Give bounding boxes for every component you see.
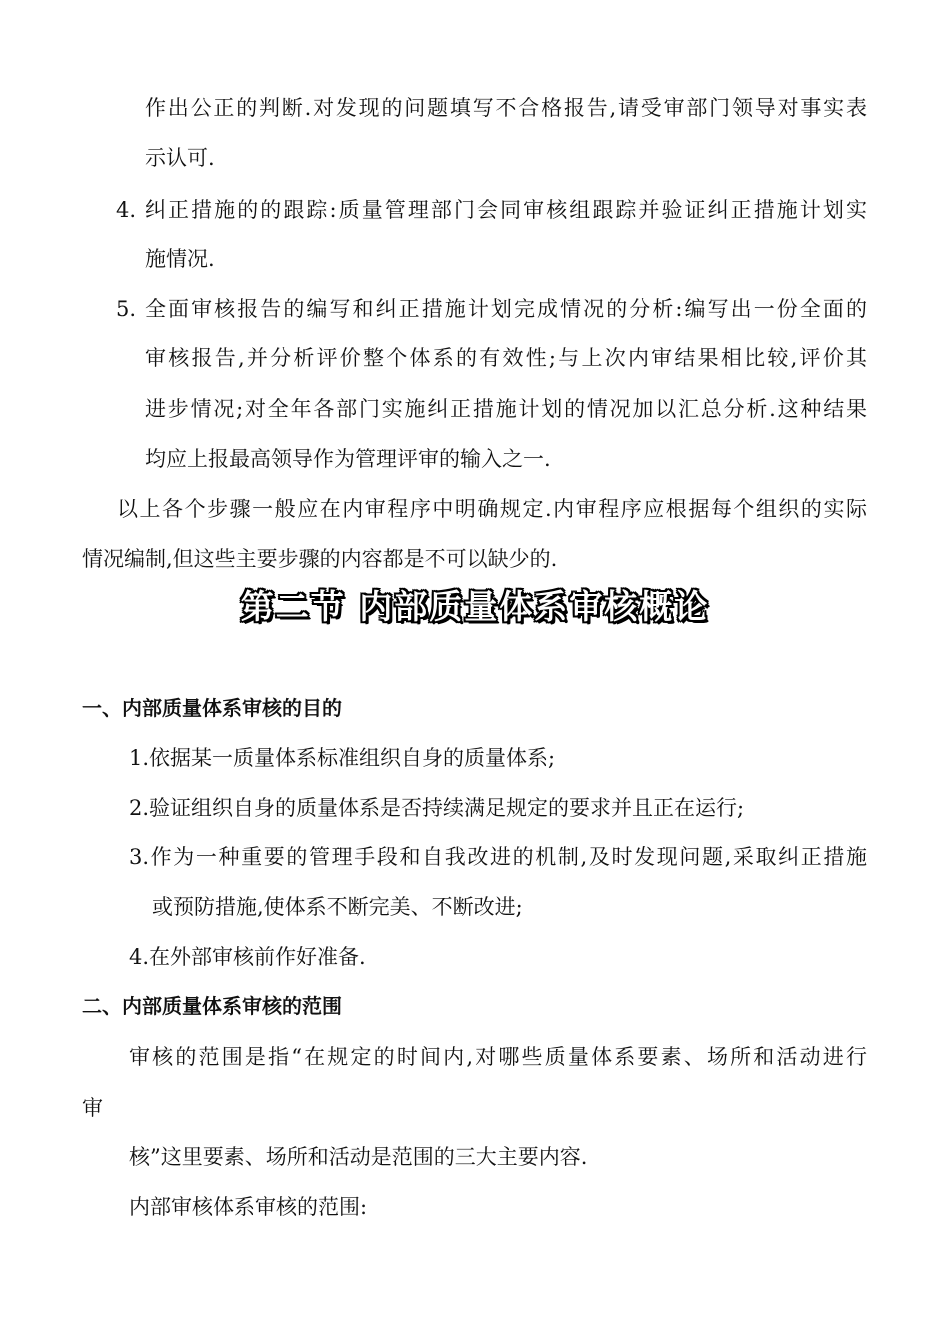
- section-title: 第二节 内部质量体系审核概论: [240, 587, 710, 626]
- body-text-line: 审核的范围是指“在规定的时间内,对哪些质量体系要素、场所和活动进行: [129, 1045, 867, 1069]
- list-item-text: 或预防措施,使体系不断完美、不断改进;: [152, 895, 523, 919]
- list-item-text: 1.依据某一质量体系标准组织自身的质量体系;: [129, 746, 556, 770]
- body-text-line: 内部审核体系审核的范围:: [129, 1195, 368, 1219]
- body-text-line: 作出公正的判断.对发现的问题填写不合格报告,请受审部门领导对事实表: [145, 96, 867, 120]
- body-text-line: 审: [82, 1096, 103, 1120]
- list-item-text: 4.在外部审核前作好准备.: [129, 945, 366, 969]
- body-text-line: 示认可.: [145, 146, 215, 170]
- list-item-text: 纠正措施的的跟踪:质量管理部门会同审核组跟踪并验证纠正措施计划实: [145, 198, 867, 222]
- subsection-heading: 二、内部质量体系审核的范围: [82, 994, 342, 1018]
- list-number: 5.: [116, 297, 137, 321]
- subsection-heading: 一、内部质量体系审核的目的: [82, 696, 342, 720]
- body-text-line: 核”这里要素、场所和活动是范围的三大主要内容.: [129, 1145, 588, 1169]
- body-text-line: 以上各个步骤一般应在内审程序中明确规定.内审程序应根据每个组织的实际: [117, 497, 867, 521]
- list-item-text: 3.作为一种重要的管理手段和自我改进的机制,及时发现问题,采取纠正措施: [129, 845, 867, 869]
- list-item-text: 施情况.: [145, 247, 215, 271]
- list-item-text: 进步情况;对全年各部门实施纠正措施计划的情况加以汇总分析.这种结果: [145, 397, 867, 421]
- body-text-line: 情况编制,但这些主要步骤的内容都是不可以缺少的.: [82, 547, 558, 571]
- list-item-text: 均应上报最高领导作为管理评审的输入之一.: [145, 447, 551, 471]
- list-item-text: 审核报告,并分析评价整个体系的有效性;与上次内审结果相比较,评价其: [145, 346, 867, 370]
- list-item-text: 2.验证组织自身的质量体系是否持续满足规定的要求并且正在运行;: [129, 796, 745, 820]
- list-item-text: 全面审核报告的编写和纠正措施计划完成情况的分析:编写出一份全面的: [145, 297, 867, 321]
- list-number: 4.: [116, 198, 137, 222]
